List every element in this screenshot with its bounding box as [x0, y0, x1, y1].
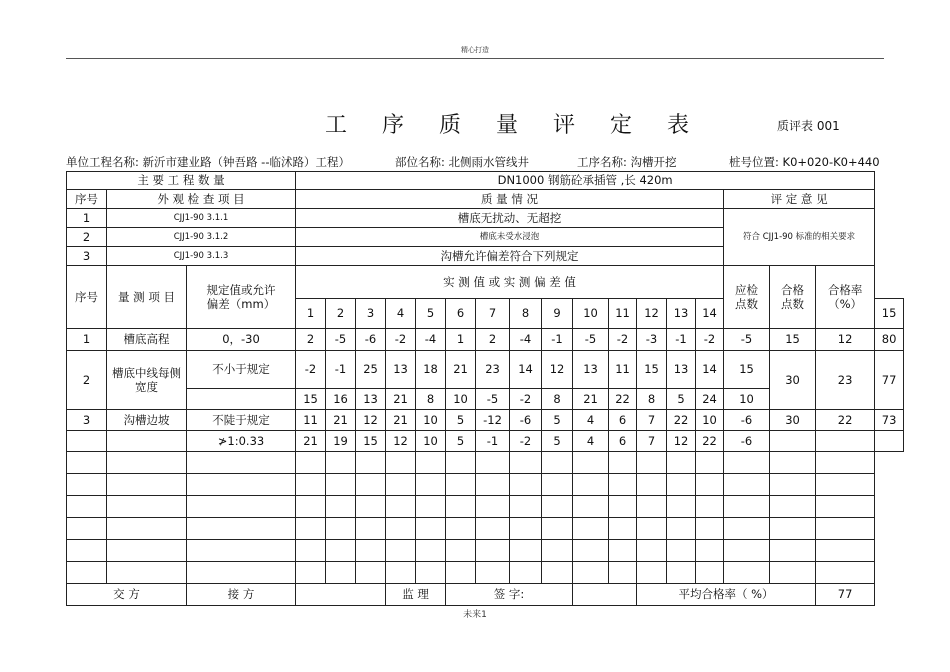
- measured-value-cell: 24: [696, 389, 724, 410]
- measured-value-cell: 7: [637, 431, 667, 452]
- passed-points-cell: 23: [816, 351, 875, 410]
- measured-value-cell: 6: [609, 431, 637, 452]
- handover-signature-blank: [296, 584, 386, 606]
- empty-cell: [386, 474, 416, 496]
- empty-cell: [416, 474, 446, 496]
- measured-value-cell: 15: [296, 389, 326, 410]
- measure-row-spec: 不陡于规定: [187, 410, 296, 431]
- measured-value-cell: 5: [542, 410, 573, 431]
- empty-cell: [107, 562, 187, 584]
- header-divider: [66, 58, 884, 59]
- empty-cell: [107, 518, 187, 540]
- empty-cell: [816, 496, 875, 518]
- measure-row-no: 3: [67, 410, 107, 431]
- empty-cell: [296, 518, 326, 540]
- measured-value-cell: 11: [609, 351, 637, 389]
- form-number: 质评表 001: [777, 119, 840, 133]
- signature-label: 签 字:: [446, 584, 573, 606]
- empty-cell: [416, 518, 446, 540]
- process-name: 工序名称: 沟槽开挖: [577, 155, 677, 169]
- supervisor-label: 监 理: [386, 584, 446, 606]
- empty-cell: [510, 518, 542, 540]
- empty-cell: [446, 496, 476, 518]
- empty-cell: [67, 452, 107, 474]
- measured-value-cell: 1: [446, 329, 476, 351]
- empty-cell: [770, 518, 816, 540]
- measure-col-number: 9: [542, 299, 573, 329]
- empty-cell: [416, 452, 446, 474]
- empty-cell: [609, 540, 637, 562]
- measure-col-number: 14: [696, 299, 724, 329]
- page-title: 工 序 质 量 评 定 表: [325, 113, 703, 138]
- passed-points-cell: [816, 431, 875, 452]
- measure-spec-header: 规定值或允许偏差（mm）: [187, 266, 296, 329]
- empty-cell: [296, 474, 326, 496]
- visual-row: [67, 209, 904, 228]
- measure-no-header: 序号: [67, 266, 107, 329]
- empty-cell: [637, 540, 667, 562]
- empty-cell: [542, 496, 573, 518]
- empty-cell: [107, 540, 187, 562]
- empty-cell: [356, 496, 386, 518]
- measure-row-spec: 0，-30: [187, 329, 296, 351]
- measured-value-cell: 14: [510, 351, 542, 389]
- measured-value-cell: 15: [356, 431, 386, 452]
- empty-cell: [356, 562, 386, 584]
- empty-cell: [542, 540, 573, 562]
- empty-cell: [609, 474, 637, 496]
- measured-value-cell: 4: [573, 410, 609, 431]
- measure-row: [67, 351, 904, 389]
- empty-cell: [326, 518, 356, 540]
- empty-cell: [296, 496, 326, 518]
- measured-value-cell: -2: [296, 351, 326, 389]
- measure-col-number: 13: [667, 299, 696, 329]
- measure-col-number: 2: [326, 299, 356, 329]
- measured-value-cell: 10: [724, 389, 770, 410]
- measured-value-cell: -1: [326, 351, 356, 389]
- measure-col-number: 3: [356, 299, 386, 329]
- empty-cell: [816, 540, 875, 562]
- visual-row-code: CJJ1-90 3.1.2: [107, 228, 296, 247]
- empty-cell: [609, 518, 637, 540]
- passed-points-cell: 22: [816, 410, 875, 431]
- measure-col-number: 15: [875, 299, 904, 329]
- empty-cell: [816, 474, 875, 496]
- measure-col-number: 8: [510, 299, 542, 329]
- empty-cell: [107, 452, 187, 474]
- measure-row-spec: [187, 389, 296, 410]
- measured-value-cell: -4: [510, 329, 542, 351]
- empty-cell: [476, 562, 510, 584]
- handover-label: 交 方: [67, 584, 187, 606]
- empty-cell: [67, 518, 107, 540]
- visual-eval-text: 符合 CJJ1-90 标准的相关要求: [724, 209, 875, 266]
- visual-header-row: [67, 190, 904, 209]
- empty-cell: [476, 474, 510, 496]
- measured-value-cell: -2: [510, 389, 542, 410]
- empty-cell: [609, 562, 637, 584]
- measured-value-cell: 21: [326, 410, 356, 431]
- measured-value-cell: 13: [667, 351, 696, 389]
- measured-value-cell: -5: [476, 389, 510, 410]
- pass-rate-cell: [875, 431, 904, 452]
- empty-cell: [326, 540, 356, 562]
- visual-row-no: 2: [67, 228, 107, 247]
- visual-row-quality: 槽底无扰动、无超挖: [296, 209, 724, 228]
- visual-eval-header: 评 定 意 见: [724, 190, 875, 209]
- passed-points-cell: 12: [816, 329, 875, 351]
- empty-cell: [770, 562, 816, 584]
- empty-cell: [573, 452, 609, 474]
- measured-value-cell: 13: [356, 389, 386, 410]
- measured-value-cell: 22: [609, 389, 637, 410]
- empty-cell: [107, 496, 187, 518]
- measured-value-cell: 5: [667, 389, 696, 410]
- empty-row: [67, 474, 904, 496]
- empty-cell: [637, 518, 667, 540]
- empty-cell: [67, 562, 107, 584]
- measured-value-cell: 10: [696, 410, 724, 431]
- measure-row-no: 2: [67, 351, 107, 410]
- measure-col-number: 7: [476, 299, 510, 329]
- empty-cell: [296, 452, 326, 474]
- pass-rate-cell: 73: [875, 410, 904, 431]
- empty-cell: [356, 540, 386, 562]
- empty-cell: [386, 518, 416, 540]
- empty-cell: [446, 452, 476, 474]
- signature-blank: [573, 584, 637, 606]
- empty-cell: [67, 496, 107, 518]
- empty-cell: [187, 540, 296, 562]
- project-name: 单位工程名称: 新沂市建业路（钟吾路 --临沭路）工程）: [66, 155, 350, 169]
- empty-cell: [510, 540, 542, 562]
- measured-value-cell: 12: [356, 410, 386, 431]
- empty-cell: [696, 474, 724, 496]
- empty-cell: [326, 562, 356, 584]
- average-rate-value: 77: [816, 584, 875, 606]
- empty-cell: [542, 474, 573, 496]
- empty-cell: [696, 496, 724, 518]
- empty-cell: [667, 496, 696, 518]
- empty-row: [67, 452, 904, 474]
- measured-value-cell: 4: [573, 431, 609, 452]
- empty-cell: [667, 474, 696, 496]
- measured-value-cell: 6: [609, 410, 637, 431]
- measured-value-cell: 5: [446, 410, 476, 431]
- required-points-cell: [770, 431, 816, 452]
- visual-row-no: 3: [67, 247, 107, 266]
- measured-value-cell: -12: [476, 410, 510, 431]
- empty-cell: [107, 474, 187, 496]
- empty-cell: [637, 562, 667, 584]
- measured-values-header: 实 测 值 或 实 测 偏 差 值: [296, 266, 724, 299]
- empty-cell: [637, 452, 667, 474]
- empty-cell: [573, 496, 609, 518]
- measure-row-item: 沟槽边坡: [107, 410, 187, 431]
- main-quantity-label: 主 要 工 程 数 量: [67, 172, 296, 190]
- measure-row-spec: 不小于规定: [187, 351, 296, 389]
- empty-cell: [416, 496, 446, 518]
- measure-col-number: 1: [296, 299, 326, 329]
- measured-value-cell: 13: [386, 351, 416, 389]
- pass-rate-cell: 77: [875, 351, 904, 410]
- empty-cell: [573, 562, 609, 584]
- measured-value-cell: 19: [326, 431, 356, 452]
- measured-value-cell: -2: [386, 329, 416, 351]
- empty-cell: [296, 540, 326, 562]
- measure-col-number: 6: [446, 299, 476, 329]
- required-points-cell: 30: [770, 410, 816, 431]
- average-rate-label: 平均合格率（ %）: [637, 584, 816, 606]
- empty-cell: [510, 496, 542, 518]
- empty-cell: [67, 540, 107, 562]
- empty-cell: [816, 452, 875, 474]
- measured-value-cell: 12: [386, 431, 416, 452]
- empty-cell: [573, 474, 609, 496]
- empty-cell: [356, 518, 386, 540]
- measure-row: [67, 329, 904, 351]
- empty-cell: [724, 496, 770, 518]
- visual-row-code: CJJ1-90 3.1.1: [107, 209, 296, 228]
- measured-value-cell: 7: [637, 410, 667, 431]
- measure-row-item: 槽底中线每侧宽度: [107, 351, 187, 410]
- required-points-cell: 30: [770, 351, 816, 410]
- empty-cell: [816, 562, 875, 584]
- empty-cell: [542, 452, 573, 474]
- measured-value-cell: -6: [510, 410, 542, 431]
- measured-value-cell: 8: [542, 389, 573, 410]
- measured-value-cell: 21: [386, 389, 416, 410]
- empty-cell: [770, 474, 816, 496]
- empty-cell: [724, 474, 770, 496]
- measured-value-cell: -5: [326, 329, 356, 351]
- empty-cell: [296, 562, 326, 584]
- measured-value-cell: 2: [476, 329, 510, 351]
- measured-value-cell: 12: [542, 351, 573, 389]
- empty-cell: [67, 474, 107, 496]
- measured-value-cell: -2: [609, 329, 637, 351]
- required-points-header: 应检点数: [724, 266, 770, 329]
- page-mark: 未来1: [463, 610, 487, 620]
- measure-row-item: 槽底高程: [107, 329, 187, 351]
- measured-value-cell: 15: [724, 351, 770, 389]
- empty-cell: [609, 452, 637, 474]
- empty-cell: [542, 518, 573, 540]
- measure-col-number: 10: [573, 299, 609, 329]
- measure-row: [67, 410, 904, 431]
- empty-cell: [696, 518, 724, 540]
- empty-cell: [770, 496, 816, 518]
- measured-value-cell: 21: [573, 389, 609, 410]
- empty-cell: [446, 474, 476, 496]
- visual-row-quality: 沟槽允许偏差符合下列规定: [296, 247, 724, 266]
- receiver-label: 接 方: [187, 584, 296, 606]
- measured-value-cell: -2: [510, 431, 542, 452]
- empty-cell: [724, 540, 770, 562]
- empty-cell: [510, 452, 542, 474]
- measure-header-row: [67, 266, 904, 299]
- footer-row: [67, 584, 904, 606]
- pass-rate-header: 合格率（%）: [816, 266, 875, 329]
- empty-cell: [326, 496, 356, 518]
- empty-cell: [667, 540, 696, 562]
- empty-cell: [386, 540, 416, 562]
- visual-no-header: 序号: [67, 190, 107, 209]
- measured-value-cell: 16: [326, 389, 356, 410]
- measured-value-cell: -1: [542, 329, 573, 351]
- quality-table: [66, 171, 904, 606]
- visual-row-code: CJJ1-90 3.1.3: [107, 247, 296, 266]
- main-quantity-value: DN1000 钢筋砼承插管 ,长 420m: [296, 172, 875, 190]
- measured-value-cell: 8: [416, 389, 446, 410]
- empty-cell: [667, 518, 696, 540]
- measured-value-cell: 23: [476, 351, 510, 389]
- header-mark: 精心打造: [461, 46, 489, 54]
- empty-cell: [637, 496, 667, 518]
- empty-cell: [386, 496, 416, 518]
- measured-value-cell: 21: [386, 410, 416, 431]
- measured-value-cell: -6: [356, 329, 386, 351]
- empty-cell: [770, 540, 816, 562]
- empty-cell: [696, 540, 724, 562]
- measured-value-cell: 21: [296, 431, 326, 452]
- visual-item-header: 外 观 检 查 项 目: [107, 190, 296, 209]
- measure-row-item: [107, 431, 187, 452]
- empty-cell: [724, 452, 770, 474]
- empty-cell: [573, 518, 609, 540]
- measure-row: [67, 431, 904, 452]
- empty-cell: [476, 496, 510, 518]
- measured-value-cell: -3: [637, 329, 667, 351]
- measured-value-cell: 10: [416, 410, 446, 431]
- empty-cell: [386, 452, 416, 474]
- empty-cell: [187, 496, 296, 518]
- empty-cell: [724, 518, 770, 540]
- empty-cell: [637, 474, 667, 496]
- empty-cell: [416, 562, 446, 584]
- measured-value-cell: 25: [356, 351, 386, 389]
- measured-value-cell: 15: [637, 351, 667, 389]
- measure-row-no: [67, 431, 107, 452]
- measure-col-number: 12: [637, 299, 667, 329]
- measured-value-cell: 8: [637, 389, 667, 410]
- empty-cell: [609, 496, 637, 518]
- measured-value-cell: -2: [696, 329, 724, 351]
- empty-cell: [187, 474, 296, 496]
- measure-item-header: 量 测 项 目: [107, 266, 187, 329]
- empty-cell: [510, 562, 542, 584]
- measured-value-cell: 13: [573, 351, 609, 389]
- empty-cell: [696, 452, 724, 474]
- measured-value-cell: 12: [667, 431, 696, 452]
- measured-value-cell: 2: [296, 329, 326, 351]
- empty-cell: [446, 540, 476, 562]
- measure-row-spec: ≯1:0.33: [187, 431, 296, 452]
- station-position: 桩号位置: K0+020-K0+440: [729, 155, 880, 169]
- empty-cell: [326, 474, 356, 496]
- empty-cell: [724, 562, 770, 584]
- empty-cell: [667, 452, 696, 474]
- required-points-cell: 15: [770, 329, 816, 351]
- visual-row-no: 1: [67, 209, 107, 228]
- measured-value-cell: 14: [696, 351, 724, 389]
- measure-row-no: 1: [67, 329, 107, 351]
- empty-cell: [816, 518, 875, 540]
- empty-cell: [187, 562, 296, 584]
- measured-value-cell: 10: [416, 431, 446, 452]
- measured-value-cell: 10: [446, 389, 476, 410]
- measured-value-cell: -5: [573, 329, 609, 351]
- empty-row: [67, 540, 904, 562]
- pass-rate-cell: 80: [875, 329, 904, 351]
- empty-cell: [326, 452, 356, 474]
- measured-value-cell: 22: [667, 410, 696, 431]
- empty-cell: [446, 562, 476, 584]
- empty-cell: [356, 452, 386, 474]
- measure-col-number: 11: [609, 299, 637, 329]
- measured-value-cell: -1: [667, 329, 696, 351]
- empty-row: [67, 518, 904, 540]
- measured-value-cell: -6: [724, 410, 770, 431]
- measured-value-cell: -6: [724, 431, 770, 452]
- empty-cell: [187, 452, 296, 474]
- measured-value-cell: -1: [476, 431, 510, 452]
- empty-row: [67, 496, 904, 518]
- measured-value-cell: 5: [446, 431, 476, 452]
- empty-cell: [386, 562, 416, 584]
- empty-row: [67, 562, 904, 584]
- empty-cell: [446, 518, 476, 540]
- measure-col-number: 4: [386, 299, 416, 329]
- measure-col-number: 5: [416, 299, 446, 329]
- empty-cell: [542, 562, 573, 584]
- visual-quality-header: 质 量 情 况: [296, 190, 724, 209]
- empty-cell: [696, 562, 724, 584]
- main-quantity-row: [67, 172, 904, 190]
- visual-row-quality: 槽底未受水浸泡: [296, 228, 724, 247]
- measured-value-cell: 11: [296, 410, 326, 431]
- empty-cell: [476, 540, 510, 562]
- measure-rows: [67, 329, 904, 584]
- empty-cell: [770, 452, 816, 474]
- empty-cell: [356, 474, 386, 496]
- part-name: 部位名称: 北侧雨水管线井: [395, 155, 530, 169]
- empty-cell: [510, 474, 542, 496]
- empty-cell: [416, 540, 446, 562]
- empty-cell: [476, 452, 510, 474]
- empty-cell: [667, 562, 696, 584]
- measured-value-cell: 22: [696, 431, 724, 452]
- passed-points-header: 合格点数: [770, 266, 816, 329]
- measured-value-cell: 5: [542, 431, 573, 452]
- measured-value-cell: -4: [416, 329, 446, 351]
- measured-value-cell: -5: [724, 329, 770, 351]
- empty-cell: [573, 540, 609, 562]
- empty-cell: [187, 518, 296, 540]
- measured-value-cell: 21: [446, 351, 476, 389]
- measured-value-cell: 18: [416, 351, 446, 389]
- empty-cell: [476, 518, 510, 540]
